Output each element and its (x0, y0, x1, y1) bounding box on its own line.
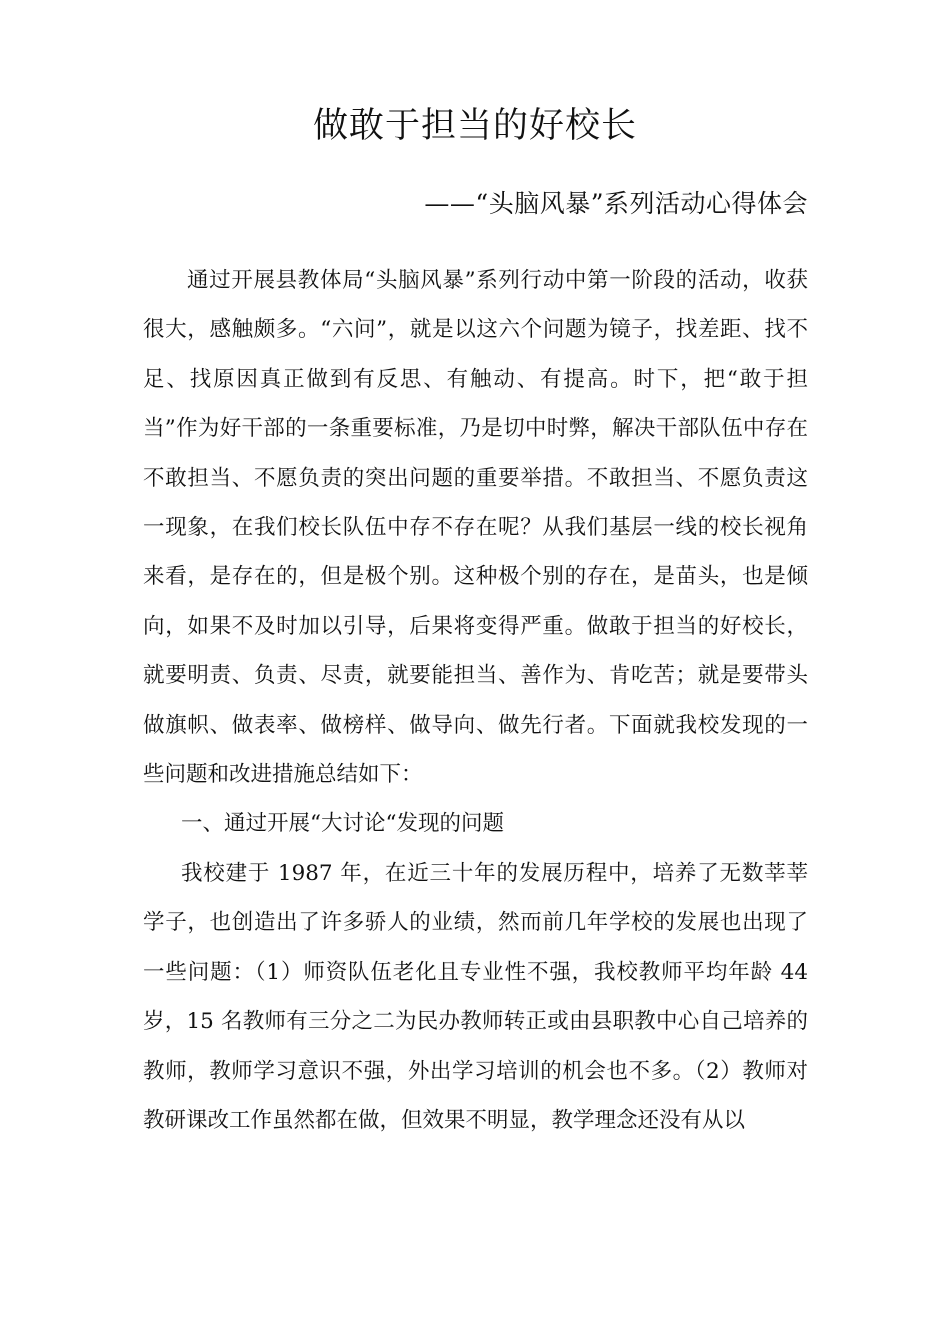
document-body (143, 256, 808, 1145)
paragraph-intro: 通过开展县教体局“头脑风暴”系列行动中第一阶段的活动，收获很大，感触颇多。“六问”，就是以这六个问题为镜子，找差距、找不足、找原因真正做到有反思、有触动、有提高。时下，把“敢于担当”作为好干部的一条重要标准，乃是切中时弊，解决干部队伍中存在不敢担当、不愿负责的突出问题的重要举措。不敢担当、不愿负责这一现象，在我们校长队伍中存不存在呢？从我们基层一线的校长视角来看，是存在的，但是极个别。这种极个别的存在，是苗头，也是倾向，如果不及时加以引导，后果将变得严重。做敢于担当的好校长，就要明责、负责、尽责，就要能担当、善作为、肯吃苦；就是要带头做旗帜、做表率、做榜样、做导向、做先行者。下面就我校发现的一些问题和改进措施总结如下： (143, 268, 808, 788)
section-heading: 一、通过开展“大讨论“发现的问题 (181, 811, 504, 837)
document-title: 做敢于担当的好校长 (312, 106, 637, 146)
document-subtitle: ——“头脑风暴”系列活动心得体会 (424, 189, 808, 218)
paragraph-problems: 我校建于 1987 年，在近三十年的发展历程中，培养了无数莘莘学子，也创造出了许多骄人的业绩，然而前几年学校的发展也出现了一些问题：（1）师资队伍老化且专业性不强，我校教师平均年龄 44 岁，15 名教师有三分之二为民办教师转正或由县职教中心自己培养的教师，教师学习意识不强，外出学习培训的机会也不多。（2）教师对教研课改工作虽然都在做，但效果不明显，教学理念还没有从以 (143, 860, 808, 1133)
